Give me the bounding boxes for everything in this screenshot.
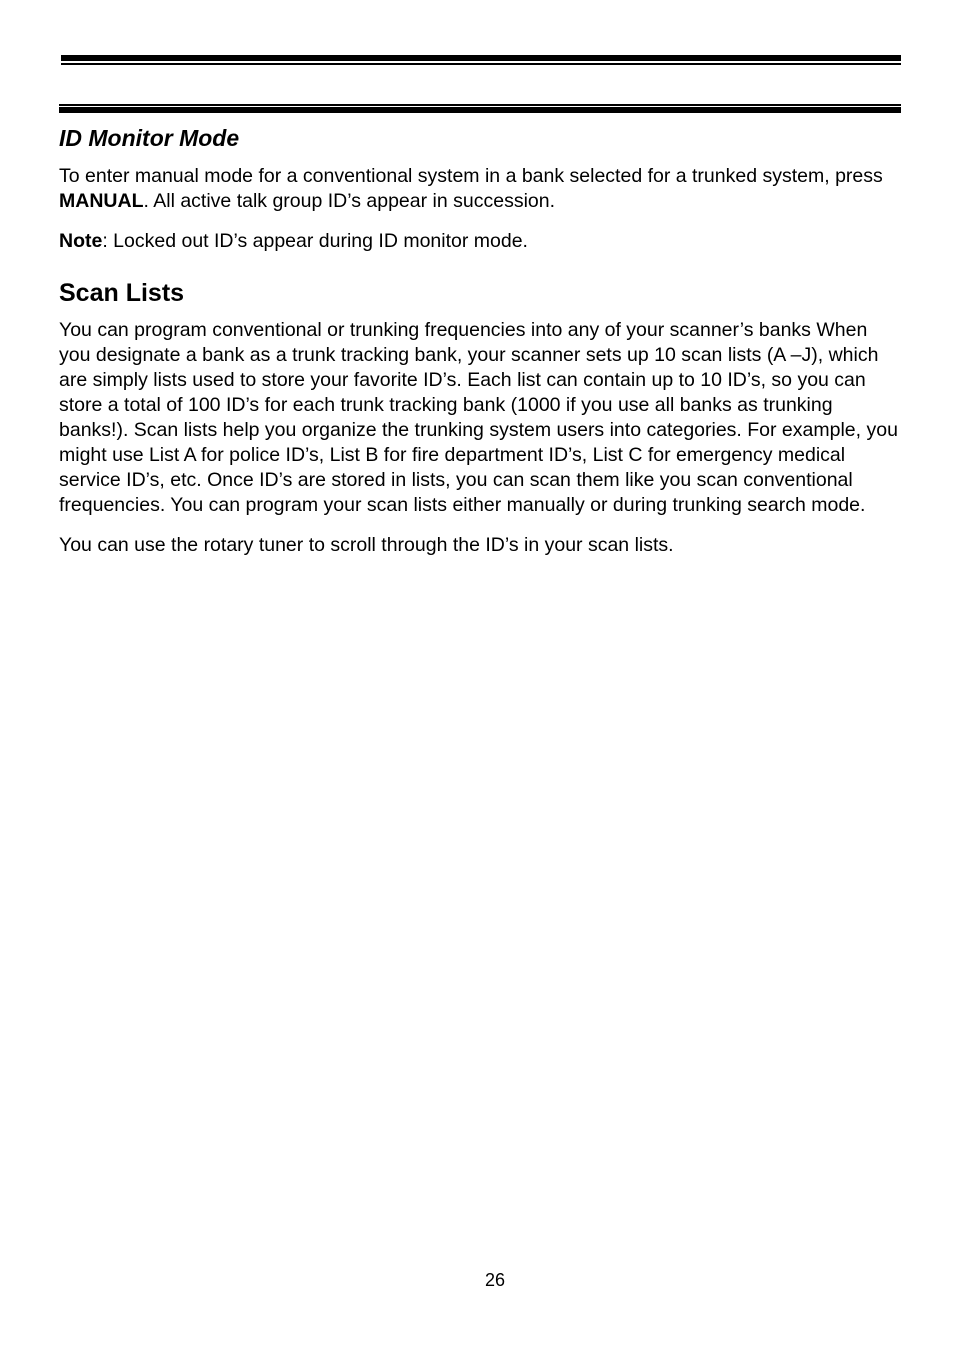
header-rule-thick [59, 107, 901, 113]
note-text: : Locked out ID’s appear during ID monitor mode. [102, 230, 528, 252]
scan-lists-paragraph-1: You can program conventional or trunking frequencies into any of your scanner’s banks When you designate a bank as a trunk tracking bank, your scanner sets up 10 scan lists (A –J), which are simply lists used to store your favorite ID’s. Each list can contain up to 10 ID’s, so you can store a total of 100 ID’s for each trunk tracking bank (1000 if you use all banks as trunking banks!). Scan lists help you organize the trunking system users into categories. For example, you might use List A for police ID’s, List B for fire department ID’s, List C for emergency medical service ID’s, etc. Once ID’s are stored in lists, you can scan them like you scan conventional frequencies. You can program your scan lists either manually or during trunking search mode. [59, 319, 898, 516]
header-rule-bottom [59, 104, 901, 114]
id-monitor-text-pre: To enter manual mode for a conventional system in a bank selected for a trunked system, press [59, 165, 883, 187]
scan-lists-paragraph-2: You can use the rotary tuner to scroll through the ID’s in your scan lists. [59, 534, 674, 556]
header-rule-thin [61, 63, 901, 65]
scan-lists-heading: Scan Lists [59, 279, 185, 307]
manual-key-label: MANUAL [59, 190, 144, 212]
id-monitor-text-post: . All active talk group ID’s appear in succession. [143, 190, 556, 212]
id-monitor-mode-heading: ID Monitor Mode [59, 125, 240, 151]
note-paragraph [59, 229, 899, 254]
page-number: 26 [484, 1270, 506, 1290]
id-monitor-paragraph [59, 164, 899, 214]
header-rule-thick [61, 55, 901, 61]
header-rule-top [61, 55, 901, 65]
page-content [59, 122, 899, 573]
header-rule-thin [59, 104, 901, 106]
note-label: Note [59, 230, 103, 252]
